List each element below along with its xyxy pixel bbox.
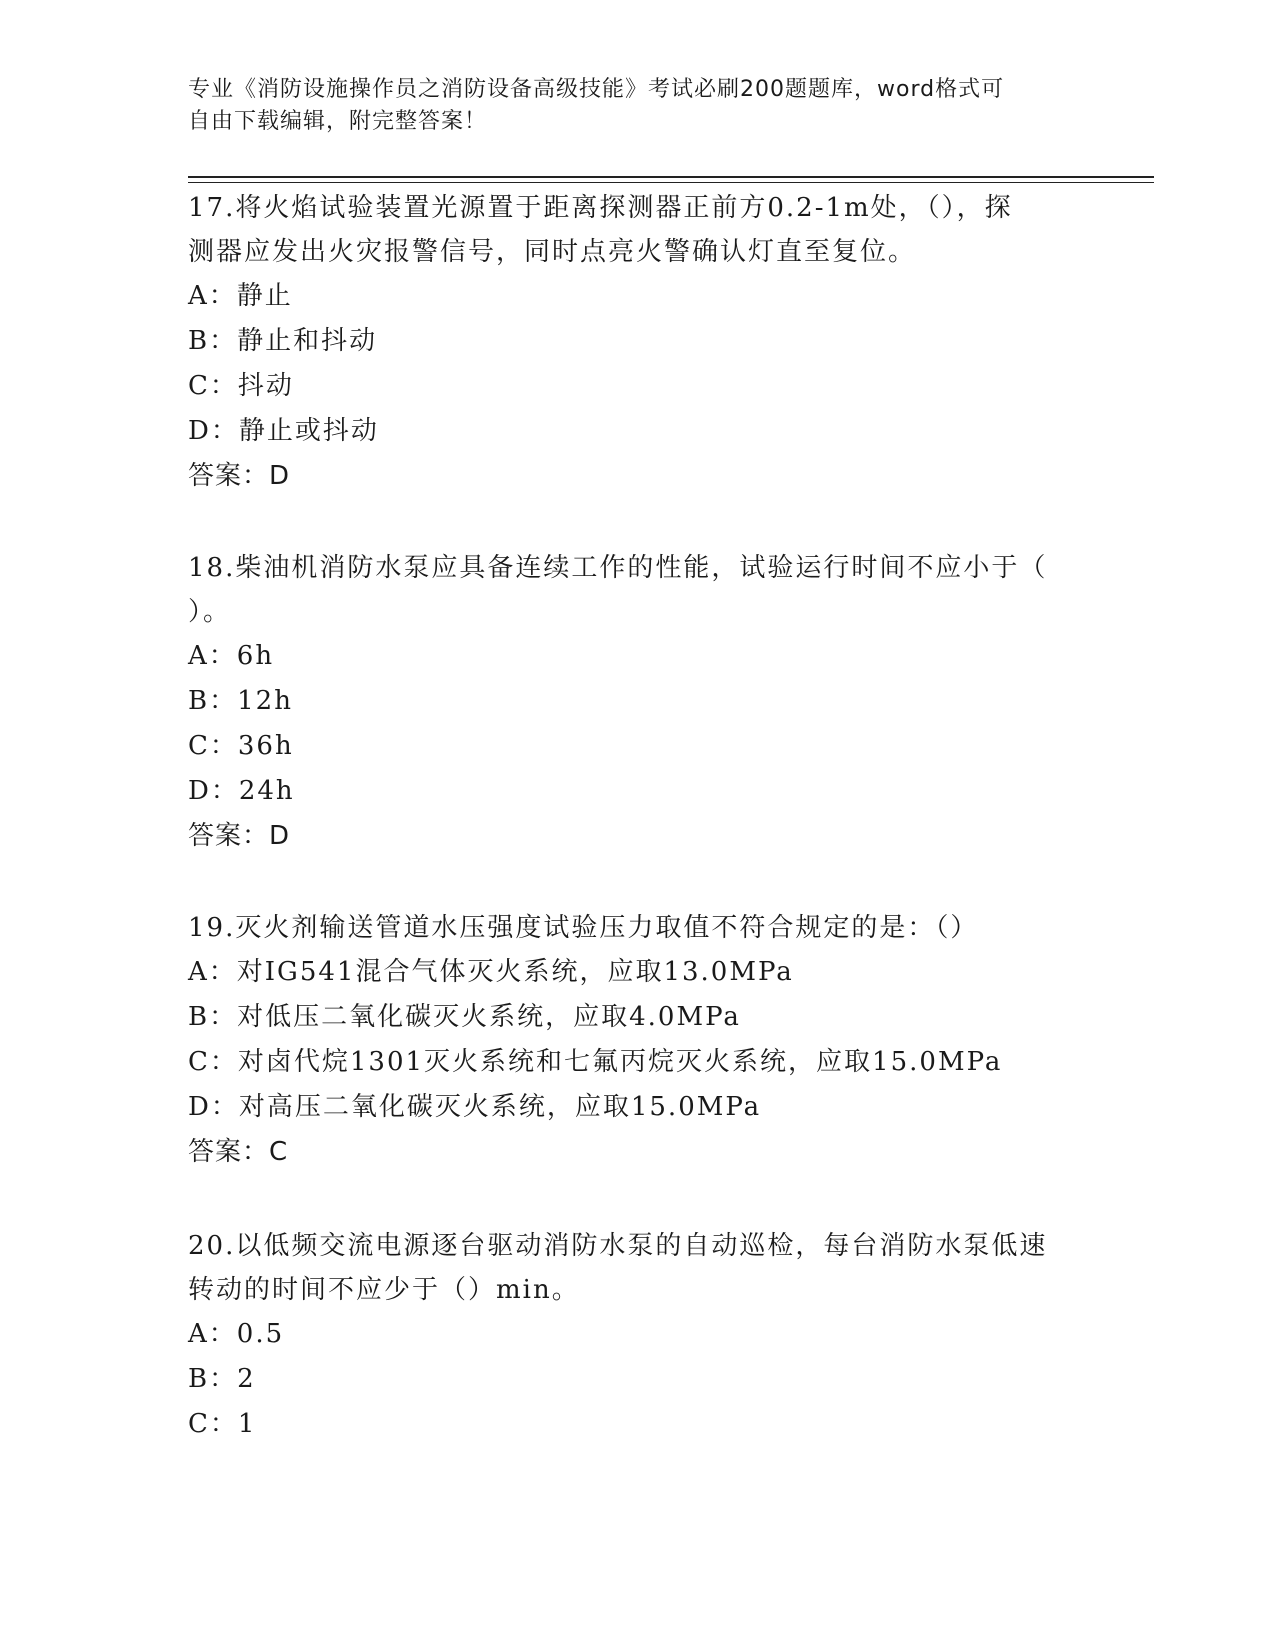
question-18 (188, 546, 1088, 859)
option-b: B：静止和抖动 (188, 326, 378, 356)
option-b: B：12h (188, 686, 293, 716)
question-stem-line: 20.以低频交流电源逐台驱动消防水泵的自动巡检，每台消防水泵低速 (188, 1231, 1048, 1261)
header-divider-thin (188, 182, 1154, 183)
question-stem-line: ）。 (188, 597, 232, 627)
option-b: B：2 (188, 1364, 256, 1394)
header-line-2: 自由下载编辑，附完整答案！ (188, 109, 488, 134)
question-20 (188, 1224, 1088, 1447)
option-c: C：抖动 (188, 371, 294, 401)
option-d: D：对高压二氧化碳灭火系统，应取15.0MPa (188, 1092, 762, 1122)
option-a: A：对IG541混合气体灭火系统，应取13.0MPa (188, 957, 794, 987)
option-c: C：对卤代烷1301灭火系统和七氟丙烷灭火系统，应取15.0MPa (188, 1047, 1003, 1077)
document-header (188, 74, 1068, 138)
header-line-1: 专业《消防设施操作员之消防设备高级技能》考试必刷200题题库，word格式可 (188, 77, 1005, 102)
question-stem-line: 17.将火焰试验装置光源置于距离探测器正前方0.2-1m处，（），探 (188, 193, 1013, 223)
option-a: A：静止 (188, 281, 293, 311)
question-stem-line: 18.柴油机消防水泵应具备连续工作的性能，试验运行时间不应小于（ (188, 553, 1048, 583)
answer-line: 答案：D (188, 821, 291, 851)
option-c: C：36h (188, 731, 294, 761)
question-17 (188, 186, 1088, 499)
question-stem-line: 转动的时间不应少于（）min。 (188, 1275, 580, 1305)
option-d: D：24h (188, 776, 295, 806)
question-stem-line: 19.灭火剂输送管道水压强度试验压力取值不符合规定的是：（） (188, 913, 979, 943)
answer-line: 答案：D (188, 461, 291, 491)
question-stem-line: 测器应发出火灾报警信号，同时点亮火警确认灯直至复位。 (188, 237, 917, 267)
option-a: A：6h (188, 641, 275, 671)
option-b: B：对低压二氧化碳灭火系统，应取4.0MPa (188, 1002, 741, 1032)
header-divider-thick (188, 176, 1154, 178)
question-19 (188, 906, 1088, 1175)
option-c: C：1 (188, 1409, 257, 1439)
option-a: A：0.5 (188, 1319, 285, 1349)
option-d: D：静止或抖动 (188, 416, 379, 446)
answer-line: 答案：C (188, 1137, 289, 1167)
